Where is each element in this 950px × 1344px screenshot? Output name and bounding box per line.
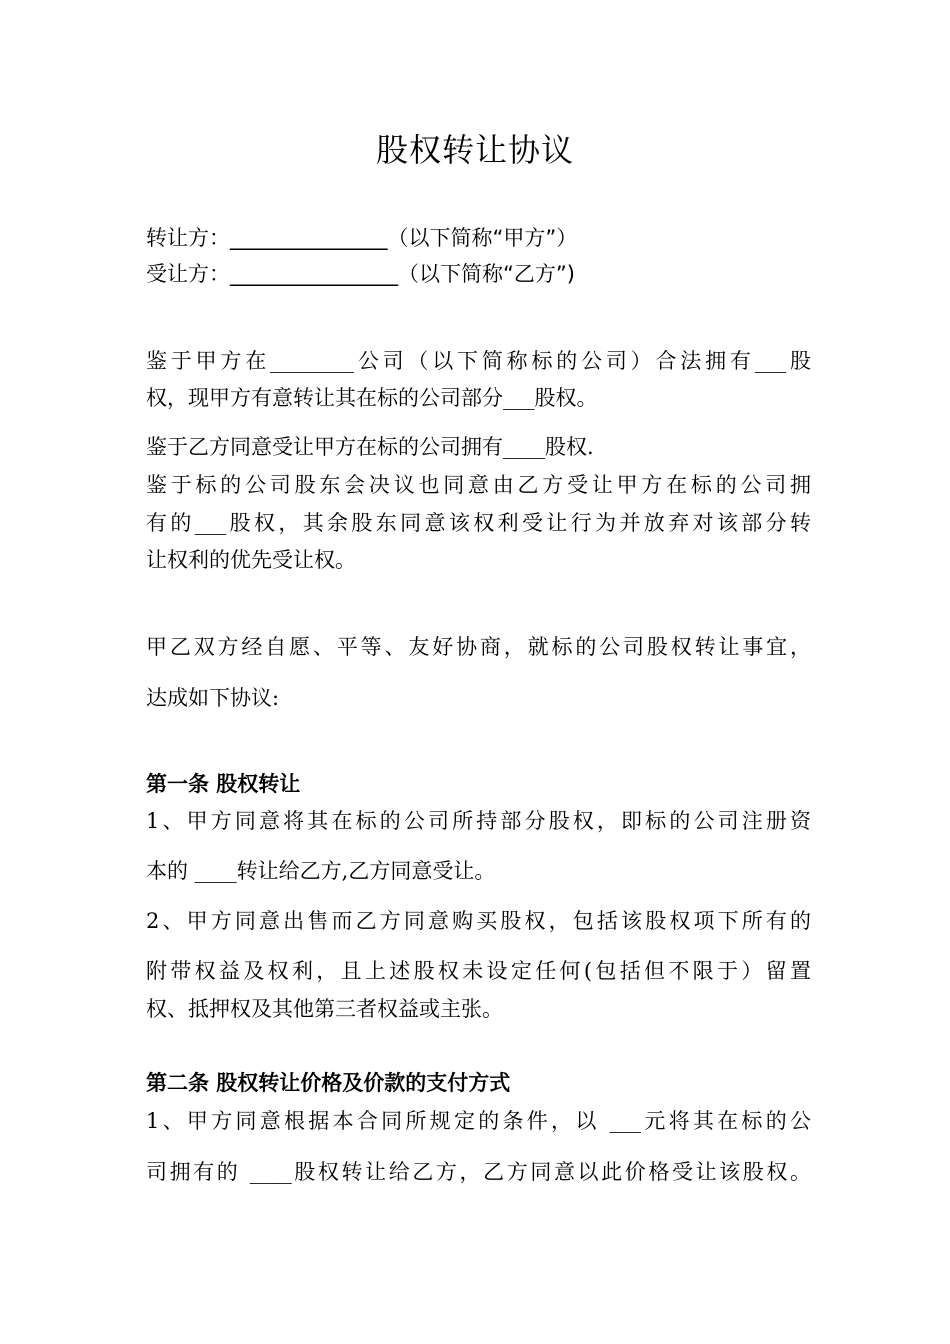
article1-line-3: 2、甲方同意出售而乙方同意购买股权，包括该股权项下所有的	[146, 909, 811, 933]
article2-heading: 第二条 股权转让价格及价款的支付方式	[146, 1071, 511, 1095]
recital-line-4: 鉴于标的公司股东会决议也同意由乙方受让甲方在标的公司拥	[146, 473, 811, 497]
article1-heading: 第一条 股权转让	[146, 772, 301, 796]
article1-line-2: 本的 ____转让给乙方,乙方同意受让。	[146, 859, 496, 883]
recital-line-2: 权，现甲方有意转让其在标的公司部分___股权。	[146, 386, 598, 410]
recital-line-5: 有的___股权，其余股东同意该权利受让行为并放弃对该部分转	[146, 511, 811, 535]
recital-line-1: 鉴于甲方在________公司（以下简称标的公司）合法拥有___股	[146, 349, 811, 373]
transferor-line: 转让方：_______________（以下简称“甲方”）	[146, 226, 578, 250]
article1-line-1: 1、甲方同意将其在标的公司所持部分股权，即标的公司注册资	[146, 809, 811, 833]
article2-line-1: 1、甲方同意根据本合同所规定的条件，以 ___元将其在标的公	[146, 1109, 811, 1133]
recital-line-6: 让权利的优先受让权。	[146, 548, 356, 572]
agreement-intro-line-1: 甲乙双方经自愿、平等、友好协商，就标的公司股权转让事宜，	[146, 635, 811, 659]
document-title: 股权转让协议	[375, 131, 574, 169]
recital-line-3: 鉴于乙方同意受让甲方在标的公司拥有____股权.	[146, 435, 594, 459]
article1-line-5: 权、抵押权及其他第三者权益或主张。	[146, 997, 503, 1021]
article2-line-2: 司拥有的 ____股权转让给乙方，乙方同意以此价格受让该股权。	[146, 1160, 811, 1184]
agreement-intro-line-2: 达成如下协议:	[146, 686, 280, 710]
article1-line-4: 附带权益及权利，且上述股权未设定任何(包括但不限于）留置	[146, 959, 811, 983]
transferee-line: 受让方：________________（以下简称“乙方”)	[146, 262, 575, 286]
